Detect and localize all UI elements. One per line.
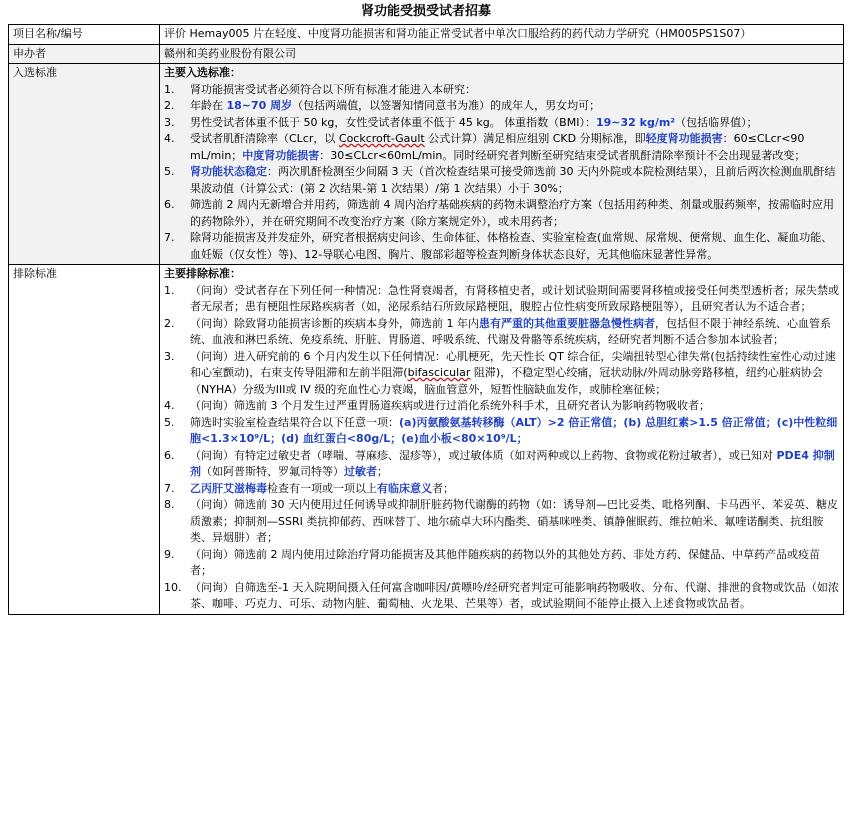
item-number: 5. (164, 165, 175, 178)
list-item (164, 316, 839, 349)
list-item (164, 415, 839, 448)
item-text (190, 547, 839, 580)
list-item (164, 131, 839, 164)
sponsor-label: 申办者 (9, 44, 160, 64)
item-number: 4. (164, 399, 175, 412)
highlight-clinical: 有临床意义 (377, 481, 432, 495)
inclusion-label: 入选标准 (9, 64, 160, 265)
item-number: 8. (164, 498, 175, 511)
text-part: ：两次肌酐检测至少间隔 3 天（首次检查结果可接受筛选前 30 天内外院或本院检测结果），且前后两次检测血肌酐结果波动值（计算公式：(第 2 次结果-第 1 次结果）/第 1 次结果）小于 30%； (190, 165, 836, 195)
item-text (190, 349, 839, 399)
item-text (190, 398, 839, 415)
item-number: 3. (164, 115, 175, 129)
list-item (164, 398, 839, 415)
text-part: ：30≤CLcr<60mL/min。同时经研究者判断至研究结束受试者肌酐清除率预计不会出现显著改变； (319, 148, 806, 162)
item-text (190, 98, 839, 115)
text-part: ； (377, 465, 388, 478)
highlight-bmi: 19~32 kg/m² (595, 115, 676, 129)
text-part: 公式计算）满足相应组别 CKD 分期标准，即 (424, 132, 646, 145)
item-text (190, 448, 839, 481)
inclusion-list (164, 82, 839, 264)
item-number: 6. (164, 448, 175, 462)
text-part: 受试者肌酐清除率（CLcr，以 (190, 132, 339, 145)
list-item (164, 82, 839, 99)
text-part: （问询）进入研究前的 6 个月内发生以下任何情况：心肌梗死，先天性长 QT 综合征，尖端扭转型心律失常(包括持续性室性心动过速和心室颤动)，右束支传导阻滞和左前半阻滞( (190, 349, 836, 379)
item-number: 2. (164, 316, 175, 330)
list-item (164, 481, 839, 498)
list-item (164, 115, 839, 132)
item-text (190, 283, 839, 316)
list-item (164, 448, 839, 481)
project-label: 项目名称/编号 (9, 25, 160, 45)
list-item (164, 283, 839, 316)
item-number: 7. (164, 481, 175, 495)
list-item (164, 547, 839, 580)
item-text (190, 197, 839, 230)
text-part: （包括临界值）； (675, 115, 758, 129)
highlight-labs: (a)丙氨酸氨基转移酶（ALT）>2 倍正常值；(b) 总胆红素>1.5 倍正常值；(c)中性粒细胞<1.3×10⁹/L；(d) 血红蛋白<80g/L；(e)血小板<80×10⁹/L； (190, 415, 838, 445)
item-text (190, 481, 839, 498)
exclusion-heading: 主要排除标准： (164, 267, 241, 280)
text-part: ，包括但不限于神经系统、心血管系统、血液和淋巴系统、免疫系统、肝脏、胃肠道、呼吸系统、代谢及骨骼等系统疾病，经研究者判断不适合参加本试验者； (190, 316, 831, 346)
highlight-severe: 患有严重的其他重要脏器急慢性病者 (479, 316, 655, 330)
item-text (190, 82, 839, 99)
exclusion-row (9, 265, 844, 615)
item-number: 5. (164, 415, 175, 429)
item-text (190, 230, 839, 263)
text-part: 阻滞)，不稳定型心绞痛，冠状动脉/外周动脉旁路移植，纽约心脏病协会（NYHA）分级为III或 IV 级的充血性心力衰竭，脑血管意外，短暂性脑缺血发作，或肺栓塞征候； (190, 366, 823, 396)
item-number: 1. (164, 82, 175, 96)
exclusion-content (160, 265, 844, 615)
text-part: 检查有一项或一项以上 (267, 481, 377, 495)
text-part: （问询）除致肾功能损害诊断的疾病本身外，筛选前 1 年内 (190, 316, 479, 330)
list-item (164, 230, 839, 263)
item-number: 3. (164, 349, 175, 363)
item-number: 4. (164, 132, 175, 145)
list-item (164, 164, 839, 197)
text-part: （问询）有特定过敏史者（哮喘、荨麻疹、湿疹等），或过敏体质（如对两种或以上药物、食物或花粉过敏者），或已知对 (190, 448, 777, 462)
list-item (164, 497, 839, 547)
highlight-moderate: 中度肾功能损害 (242, 148, 320, 162)
text-part: 年龄在 (190, 99, 227, 112)
item-text (190, 497, 839, 547)
item-number: 10. (164, 580, 182, 594)
item-number: 9. (164, 547, 175, 561)
item-number: 1. (164, 283, 175, 297)
list-item (164, 98, 839, 115)
text-part: （包括两端值，以签署知情同意书为准）的成年人，男女均可； (292, 99, 601, 112)
exclusion-list (164, 283, 839, 613)
list-item (164, 580, 839, 613)
sponsor-value: 赣州和美药业股份有限公司 (160, 44, 844, 64)
highlight-stable: 肾功能状态稳定 (190, 165, 267, 178)
item-text (190, 316, 839, 349)
text-part: ：60≤CLcr<90 mL/min； (190, 132, 805, 162)
item-number: 2. (164, 99, 175, 112)
text-part: （问询）筛选前 30 天内使用过任何诱导或抑制肝脏药物代谢酶的药物（如：诱导剂—巴比妥类、吡格列酮、卡马西平、苯妥英、糖皮质激素；抑制剂—SSRI 类抗抑郁药、西咪替丁、地尔硫卓大环内酯类、硝基咪唑类、镇静催眠药、维拉帕米、氟喹诺酮类、抗组胺类、异烟肼）者； (190, 498, 838, 544)
item-text (190, 131, 839, 164)
text-part: （问询）受试者存在下列任何一种情况：急性肾衰竭者，有肾移植史者，或计划试验期间需要肾移植或接受任何类型透析者；尿失禁或者无尿者；患有梗阻性尿路疾病者（如，泌尿系结石所致尿路梗阻，腹腔占位性病变所致尿路梗阻等），且研究者认为不适合者； (190, 283, 839, 313)
project-value: 评价 Hemay005 片在轻度、中度肾功能损害和肾功能正常受试者中单次口服给药的药代动力学研究（HM005PS1S07） (160, 25, 844, 45)
text-part: Cockcroft-Gault (338, 132, 425, 145)
text-part: 除肾功能损害及并发症外，研究者根据病史问诊、生命体征、体格检查、实验室检查(血常规、尿常规、便常规、血生化、凝血功能、血妊娠（仅女性）等)、12-导联心电图、胸片、腹部彩超等检查判断身体状态良好，无其他临床显著性异常。 (190, 231, 833, 261)
list-item (164, 197, 839, 230)
exclusion-label: 排除标准 (9, 265, 160, 615)
highlight-allergy: 过敏者 (344, 465, 377, 478)
list-item (164, 349, 839, 399)
text-part: 男性受试者体重不低于 50 kg，女性受试者体重不低于 45 kg。 体重指数（BMI）： (190, 115, 596, 129)
item-number: 7. (164, 231, 175, 244)
text-part: （问询）自筛选至-1 天入院期间摄入任何富含咖啡因/黄嘌呤/经研究者判定可能影响药物吸收、分布、代谢、排泄的食物或饮品（如浓茶、咖啡、巧克力、可乐、动物内脏、葡萄柚、火龙果、芒果等）者，或试验期间不能停止摄入上述食物或饮品者。 (190, 580, 839, 610)
text-part: （问询）筛选前 3 个月发生过严重胃肠道疾病或进行过消化系统外科手术，且研究者认为影响药物吸收者； (190, 399, 710, 412)
text-part: 肾功能损害受试者必须符合以下所有标准才能进入本研究： (190, 82, 476, 96)
inclusion-heading: 主要入选标准： (164, 66, 241, 79)
page-title: 肾功能受损受试者招募 (360, 4, 491, 19)
text-part: （问询）筛选前 2 周内使用过除治疗肾功能损害及其他伴随疾病的药物以外的其他处方药、非处方药、保健品、中草药产品或疫苗者； (190, 547, 820, 577)
item-text (190, 580, 839, 613)
item-number: 6. (164, 198, 175, 211)
item-text (190, 115, 839, 132)
item-text (190, 415, 839, 448)
recruitment-table (8, 24, 844, 615)
highlight-infection: 乙丙肝艾滋梅毒 (190, 481, 267, 495)
item-text (190, 164, 839, 197)
project-row (9, 25, 844, 45)
highlight-age: 18~70 周岁 (226, 99, 293, 112)
inclusion-content (160, 64, 844, 265)
text-part: （如阿普斯特、罗氟司特等） (201, 465, 344, 478)
highlight-mild: 轻度肾功能损害 (645, 132, 723, 145)
text-part: 筛选前 2 周内无新增合并用药，筛选前 4 周内治疗基础疾病的药物未调整治疗方案（包括用药种类、剂量或服药频率，按需临时应用的药物除外），并在研究期间不改变治疗方案（除方案规定外），或未用药者； (190, 198, 834, 228)
highlight-pde4: PDE4 抑制剂 (190, 448, 835, 478)
text-part: 筛选时实验室检查结果符合以下任意一项： (190, 415, 399, 429)
text-part: bifascicular (407, 366, 471, 379)
sponsor-row (9, 44, 844, 64)
inclusion-row (9, 64, 844, 265)
text-part: 者； (432, 481, 454, 495)
